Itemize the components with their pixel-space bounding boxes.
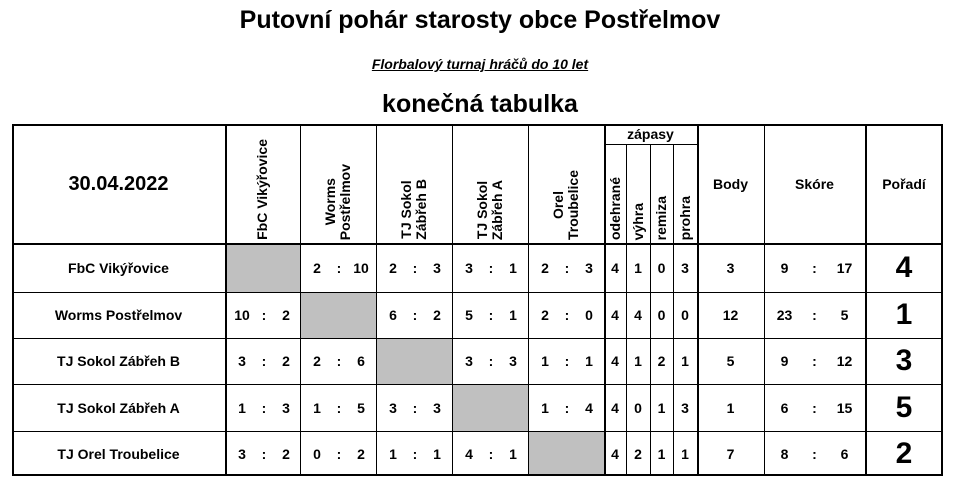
wins-count: 0 bbox=[634, 399, 642, 416]
score-away: 2 bbox=[282, 353, 290, 369]
column-divider bbox=[300, 124, 301, 476]
match-stat-header bbox=[650, 146, 673, 240]
match-score bbox=[225, 431, 300, 476]
score-separator: : bbox=[564, 260, 570, 276]
wins-count: 1 bbox=[634, 260, 642, 276]
score-home: 10 bbox=[234, 307, 250, 323]
score-separator: : bbox=[488, 445, 494, 462]
losses-count: 1 bbox=[681, 353, 689, 369]
team-column-header bbox=[300, 128, 376, 240]
column-divider bbox=[650, 144, 651, 476]
skore-header: Skóre bbox=[795, 176, 834, 192]
column-divider bbox=[764, 124, 765, 476]
score-separator: : bbox=[812, 307, 817, 323]
score-home: 0 bbox=[313, 445, 321, 462]
match-score bbox=[300, 384, 376, 431]
score-separator: : bbox=[812, 445, 817, 462]
score-home: 3 bbox=[465, 260, 473, 276]
score-home: 2 bbox=[313, 260, 321, 276]
score-separator: : bbox=[261, 399, 267, 416]
score-away: 1 bbox=[509, 260, 517, 276]
score-away: 2 bbox=[282, 307, 290, 323]
score-home: 1 bbox=[541, 353, 549, 369]
match-score bbox=[376, 384, 452, 431]
match-score bbox=[225, 384, 300, 431]
score-separator: : bbox=[412, 399, 418, 416]
score-separator: : bbox=[812, 399, 817, 416]
score-separator: : bbox=[564, 399, 570, 416]
column-divider bbox=[225, 124, 227, 476]
goals-against: 6 bbox=[840, 445, 849, 462]
draws-count: 2 bbox=[657, 353, 666, 369]
score-separator: : bbox=[412, 445, 418, 462]
losses-count: 3 bbox=[681, 399, 689, 416]
score-separator: : bbox=[812, 260, 817, 276]
goals-for: 9 bbox=[780, 353, 789, 369]
score-away: 4 bbox=[585, 399, 593, 416]
match-score bbox=[452, 244, 528, 292]
team-name: TJ Sokol Zábřeh B bbox=[57, 353, 180, 369]
poradi-header: Pořadí bbox=[882, 176, 926, 192]
score-home: 5 bbox=[465, 307, 473, 323]
points: 7 bbox=[726, 445, 735, 462]
rank: 1 bbox=[895, 298, 913, 331]
score-away: 6 bbox=[357, 353, 365, 369]
match-score bbox=[376, 292, 452, 338]
match-score bbox=[376, 431, 452, 476]
match-score bbox=[300, 338, 376, 384]
match-score bbox=[452, 292, 528, 338]
blank-cell bbox=[529, 432, 604, 476]
rank: 4 bbox=[895, 251, 913, 284]
column-divider bbox=[376, 124, 377, 476]
score-separator: : bbox=[564, 307, 570, 323]
points: 1 bbox=[726, 399, 735, 416]
draws-count: 0 bbox=[657, 260, 666, 276]
score-separator: : bbox=[488, 260, 494, 276]
match-stat-header bbox=[673, 146, 697, 240]
row-divider bbox=[12, 431, 943, 432]
points: 3 bbox=[726, 260, 735, 276]
goal-score bbox=[764, 431, 865, 476]
score-home: 2 bbox=[541, 307, 549, 323]
table-border-right bbox=[941, 124, 943, 476]
row-divider bbox=[12, 338, 943, 339]
draws-count: 1 bbox=[657, 445, 666, 462]
wins-count: 4 bbox=[634, 307, 642, 323]
match-score bbox=[300, 431, 376, 476]
team-column-header bbox=[376, 128, 452, 240]
score-away: 3 bbox=[433, 399, 441, 416]
score-separator: : bbox=[261, 307, 267, 323]
score-separator: : bbox=[812, 353, 817, 369]
blank-cell bbox=[377, 339, 452, 384]
team-column-label: TJ Sokol Zábřeh B bbox=[398, 179, 429, 240]
points: 12 bbox=[722, 307, 739, 323]
team-column-header bbox=[452, 128, 528, 240]
goals-for: 9 bbox=[780, 260, 789, 276]
score-away: 1 bbox=[509, 307, 517, 323]
table-border-left bbox=[12, 124, 14, 476]
score-home: 1 bbox=[313, 399, 321, 416]
team-column-header bbox=[225, 128, 300, 240]
table-border-bottom bbox=[12, 474, 943, 476]
column-divider bbox=[452, 124, 453, 476]
match-stat-label: remiza bbox=[653, 195, 669, 240]
score-separator: : bbox=[336, 260, 342, 276]
goal-score bbox=[764, 384, 865, 431]
match-score bbox=[225, 292, 300, 338]
zapasy-header: zápasy bbox=[627, 126, 674, 142]
score-away: 2 bbox=[357, 445, 365, 462]
goals-against: 12 bbox=[836, 353, 853, 369]
row-divider bbox=[12, 292, 943, 293]
score-separator: : bbox=[488, 353, 494, 369]
rank: 5 bbox=[895, 390, 913, 424]
losses-count: 3 bbox=[681, 260, 689, 276]
match-score bbox=[376, 244, 452, 292]
column-divider bbox=[673, 144, 674, 476]
score-separator: : bbox=[336, 353, 342, 369]
column-divider bbox=[604, 124, 606, 476]
goals-for: 23 bbox=[776, 307, 793, 323]
score-home: 1 bbox=[541, 399, 549, 416]
match-stat-label: výhra bbox=[629, 202, 646, 240]
played-count: 4 bbox=[611, 307, 619, 323]
match-stat-header bbox=[604, 146, 626, 240]
score-home: 2 bbox=[541, 260, 549, 276]
row-divider bbox=[12, 384, 943, 385]
blank-cell bbox=[453, 385, 528, 431]
wins-count: 1 bbox=[634, 353, 642, 369]
points: 5 bbox=[726, 353, 735, 369]
score-separator: : bbox=[412, 260, 418, 276]
score-away: 3 bbox=[585, 260, 593, 276]
score-home: 1 bbox=[238, 399, 246, 416]
team-name: TJ Orel Troubelice bbox=[57, 445, 180, 462]
score-away: 2 bbox=[282, 445, 290, 462]
score-separator: : bbox=[488, 307, 494, 323]
draws-count: 0 bbox=[657, 307, 666, 323]
score-away: 3 bbox=[433, 260, 441, 276]
score-away: 5 bbox=[357, 399, 365, 416]
score-away: 1 bbox=[433, 445, 441, 462]
played-count: 4 bbox=[611, 353, 619, 369]
goals-for: 8 bbox=[780, 445, 789, 462]
score-home: 2 bbox=[389, 260, 397, 276]
draws-count: 1 bbox=[657, 399, 666, 416]
match-stat-label: odehrané bbox=[606, 176, 623, 240]
goals-against: 17 bbox=[836, 260, 853, 276]
score-home: 4 bbox=[465, 445, 473, 462]
score-separator: : bbox=[564, 353, 570, 369]
match-score bbox=[528, 384, 604, 431]
played-count: 4 bbox=[611, 260, 619, 276]
match-score bbox=[225, 338, 300, 384]
team-column-label: FbC Vikýřovice bbox=[254, 139, 270, 240]
score-separator: : bbox=[261, 445, 267, 462]
score-away: 0 bbox=[585, 307, 593, 323]
score-away: 1 bbox=[509, 445, 517, 462]
page-subtitle: Florbalový turnaj hráčů do 10 let bbox=[371, 56, 589, 72]
score-home: 3 bbox=[465, 353, 473, 369]
match-stat-label: prohra bbox=[676, 195, 693, 240]
column-divider bbox=[626, 144, 627, 476]
match-score bbox=[528, 244, 604, 292]
score-home: 6 bbox=[389, 307, 397, 323]
body-header: Body bbox=[713, 176, 748, 192]
goals-for: 6 bbox=[780, 399, 789, 416]
match-score bbox=[300, 244, 376, 292]
score-home: 2 bbox=[313, 353, 321, 369]
team-name: FbC Vikýřovice bbox=[68, 260, 169, 276]
team-name: TJ Sokol Zábřeh A bbox=[57, 399, 180, 416]
row-divider bbox=[12, 243, 943, 245]
goal-score bbox=[764, 292, 865, 338]
page-title: Putovní pohár starosty obce Postřelmov bbox=[239, 6, 721, 34]
match-stat-header bbox=[626, 146, 650, 240]
table-border-top bbox=[12, 124, 943, 126]
rank: 2 bbox=[895, 436, 913, 470]
score-away: 2 bbox=[433, 307, 441, 323]
match-score bbox=[528, 338, 604, 384]
match-score bbox=[528, 292, 604, 338]
blank-cell bbox=[301, 293, 376, 338]
blank-cell bbox=[226, 245, 300, 292]
score-separator: : bbox=[336, 445, 342, 462]
score-home: 3 bbox=[238, 353, 246, 369]
column-divider bbox=[865, 124, 867, 476]
score-away: 3 bbox=[282, 399, 290, 416]
score-away: 3 bbox=[509, 353, 517, 369]
team-column-header bbox=[528, 128, 604, 240]
score-separator: : bbox=[412, 307, 418, 323]
score-separator: : bbox=[336, 399, 342, 416]
team-column-label: Worms Postřelmov bbox=[322, 163, 353, 240]
team-column-label: Orel Troubelice bbox=[550, 169, 581, 240]
date-cell: 30.04.2022 bbox=[68, 172, 169, 195]
team-name: Worms Postřelmov bbox=[54, 307, 183, 323]
match-score bbox=[452, 431, 528, 476]
goal-score bbox=[764, 338, 865, 384]
played-count: 4 bbox=[611, 399, 619, 416]
match-score bbox=[452, 338, 528, 384]
goal-score bbox=[764, 244, 865, 292]
score-separator: : bbox=[261, 353, 267, 369]
score-home: 3 bbox=[389, 399, 397, 416]
score-away: 1 bbox=[585, 353, 593, 369]
column-divider bbox=[528, 124, 529, 476]
played-count: 4 bbox=[611, 445, 619, 462]
score-away: 10 bbox=[353, 260, 369, 276]
team-column-label: TJ Sokol Zábřeh A bbox=[474, 179, 505, 240]
goals-against: 5 bbox=[840, 307, 849, 323]
score-home: 1 bbox=[389, 445, 397, 462]
score-home: 3 bbox=[238, 445, 246, 462]
column-divider bbox=[697, 124, 699, 476]
goals-against: 15 bbox=[836, 399, 853, 416]
rank: 3 bbox=[895, 344, 913, 377]
table-heading: konečná tabulka bbox=[382, 90, 578, 118]
wins-count: 2 bbox=[634, 445, 642, 462]
losses-count: 1 bbox=[681, 445, 689, 462]
losses-count: 0 bbox=[681, 307, 689, 323]
